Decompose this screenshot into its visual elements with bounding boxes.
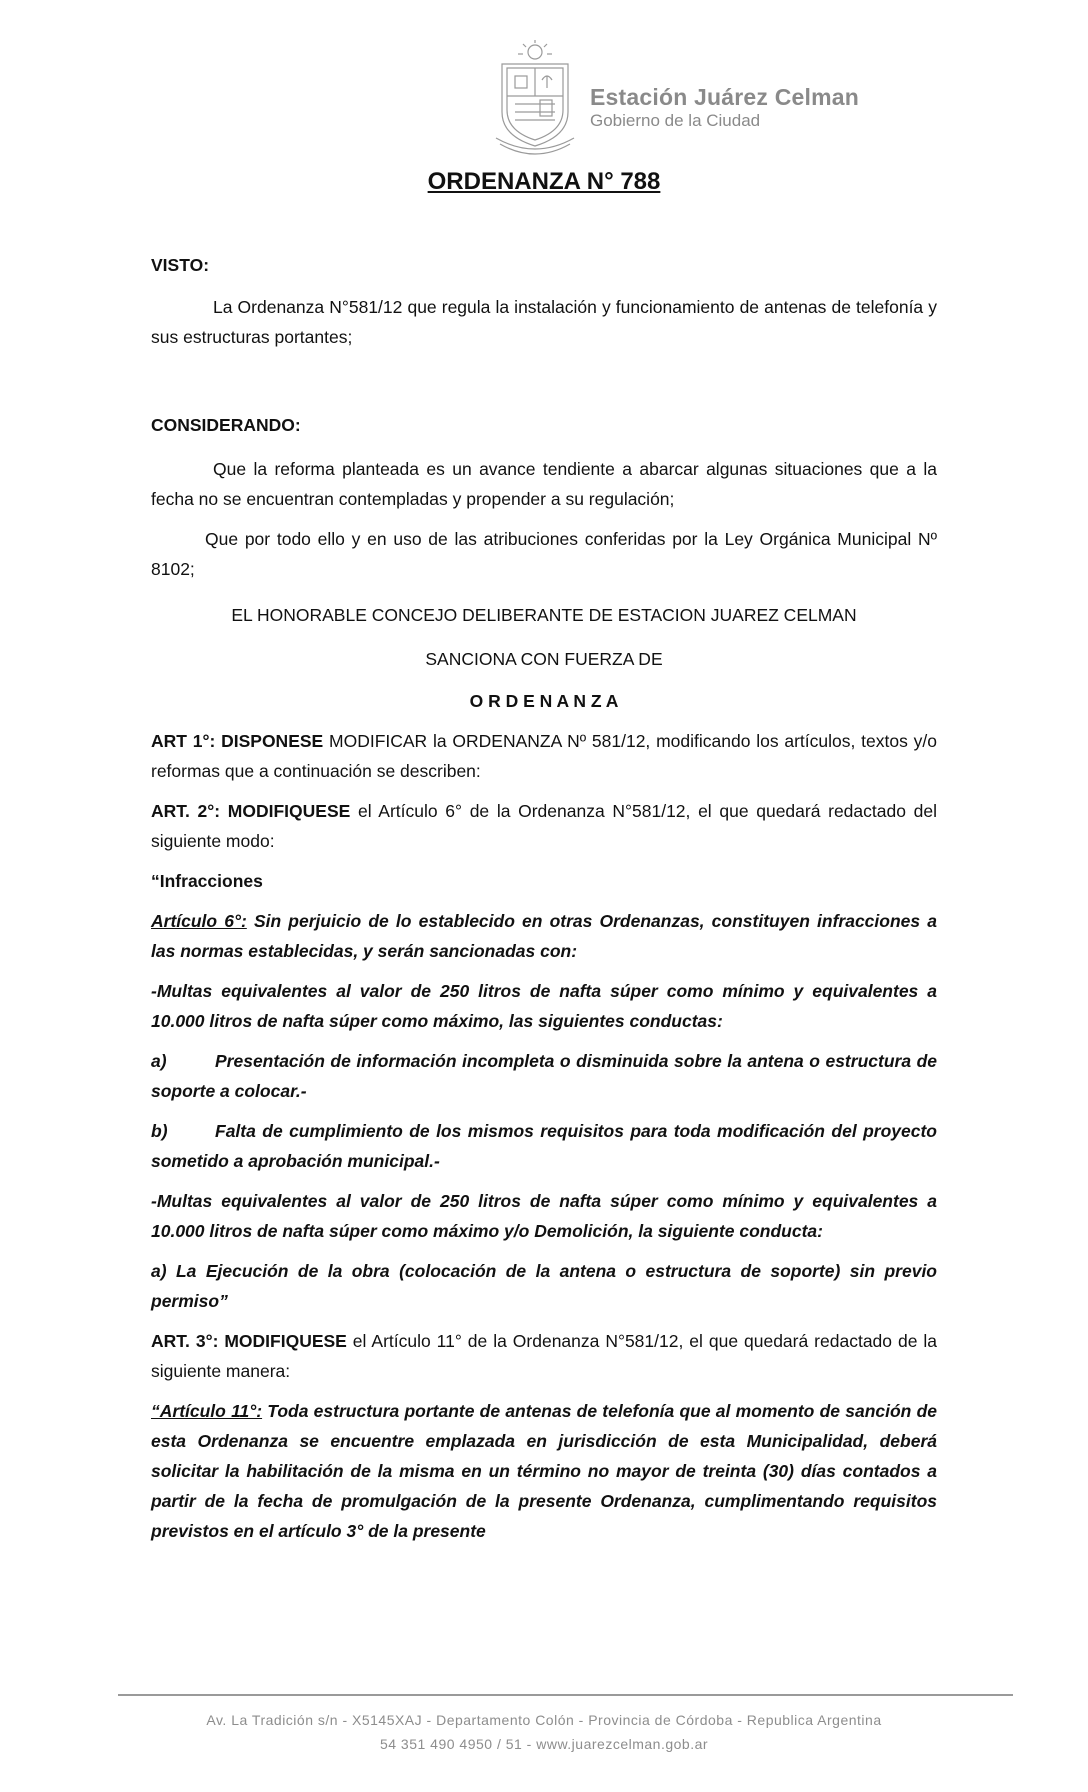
item-b-label: b) bbox=[151, 1121, 168, 1141]
article-6-label: Artículo 6°: bbox=[151, 911, 247, 931]
ordenanza-heading: O R D E N A N Z A bbox=[469, 691, 619, 711]
article-1-label: ART 1°: DISPONESE bbox=[151, 731, 324, 751]
considerando-paragraph-2: Que por todo ello y en uso de las atribuciones conferidas por la Ley Orgánica Municipal Nº 8102; bbox=[151, 529, 937, 579]
footer-divider bbox=[118, 1694, 1013, 1696]
item-b bbox=[151, 1116, 937, 1176]
visto-heading: VISTO: bbox=[151, 255, 210, 275]
concejo-line: EL HONORABLE CONCEJO DELIBERANTE DE ESTACION JUAREZ CELMAN bbox=[231, 605, 857, 625]
item-a bbox=[151, 1046, 937, 1106]
article-3 bbox=[151, 1326, 937, 1386]
considerando-heading: CONSIDERANDO: bbox=[151, 415, 301, 435]
article-11-text: Toda estructura portante de antenas de telefonía que al momento de sanción de esta Ordenanza se encuentre emplazada en jurisdicción de esta Municipalidad, deberá solicitar la habilitación de la misma en un término no mayor de treinta (30) días contados a partir de la fecha de promulgación de la presente Ordenanza, cumplimentando requisitos previstos en el artículo 3° de la presente bbox=[151, 1401, 937, 1541]
organization-subtitle: Gobierno de la Ciudad bbox=[590, 111, 761, 130]
item-a-label: a) bbox=[151, 1051, 167, 1071]
article-3-text: el Artículo 11° de la Ordenanza N°581/12, el que quedará redactado de la siguiente manera: bbox=[151, 1331, 937, 1381]
city-coat-of-arms-logo bbox=[490, 38, 580, 156]
sanciona-line: SANCIONA CON FUERZA DE bbox=[425, 649, 663, 669]
item-b-text: Falta de cumplimiento de los mismos requisitos para toda modificación del proyecto sometido a aprobación municipal.- bbox=[151, 1121, 937, 1171]
multas-paragraph-1: -Multas equivalentes al valor de 250 litros de nafta súper como mínimo y equivalentes a 10.000 litros de nafta súper como máximo, las siguientes conductas: bbox=[151, 981, 937, 1031]
article-3-label: ART. 3°: MODIFIQUESE bbox=[151, 1331, 347, 1351]
visto-text: La Ordenanza N°581/12 que regula la instalación y funcionamiento de antenas de telefonía y sus estructuras portantes; bbox=[151, 297, 937, 347]
article-1-text: MODIFICAR la ORDENANZA Nº 581/12, modificando los artículos, textos y/o reformas que a continuación se describen: bbox=[151, 731, 937, 781]
document-body bbox=[151, 250, 937, 1546]
article-2-text: el Artículo 6° de la Ordenanza N°581/12, el que quedará redactado del siguiente modo: bbox=[151, 801, 937, 851]
article-6-text: Sin perjuicio de lo establecido en otras Ordenanzas, constituyen infracciones a las normas establecidas, y serán sancionadas con: bbox=[151, 911, 937, 961]
infracciones-heading: “Infracciones bbox=[151, 871, 263, 891]
article-11 bbox=[151, 1396, 937, 1546]
multas-paragraph-2: -Multas equivalentes al valor de 250 litros de nafta súper como mínimo y equivalentes a 10.000 litros de nafta súper como máximo y/o Demolición, la siguiente conducta: bbox=[151, 1191, 937, 1241]
article-1 bbox=[151, 726, 937, 786]
article-11-label: “Artículo 11°: bbox=[151, 1401, 263, 1421]
footer-address: Av. La Tradición s/n - X5145XAJ - Departamento Colón - Provincia de Córdoba - Republica Argentina bbox=[206, 1712, 882, 1728]
article-2-label: ART. 2°: MODIFIQUESE bbox=[151, 801, 351, 821]
item-a-text: Presentación de información incompleta o disminuida sobre la antena o estructura de soporte a colocar.- bbox=[151, 1051, 937, 1101]
footer-contact: 54 351 490 4950 / 51 - www.juarezcelman.gob.ar bbox=[379, 1736, 709, 1752]
letterhead bbox=[490, 38, 890, 158]
article-6 bbox=[151, 906, 937, 966]
considerando-paragraph-1: Que la reforma planteada es un avance tendiente a abarcar algunas situaciones que a la fecha no se encuentran contempladas y propender a su regulación; bbox=[151, 459, 937, 509]
document-title: ORDENANZA N° 788 bbox=[427, 168, 661, 195]
article-2 bbox=[151, 796, 937, 856]
organization-name: Estación Juárez Celman bbox=[590, 84, 860, 110]
item-a-second: a) La Ejecución de la obra (colocación de la antena o estructura de soporte) sin previo permiso” bbox=[151, 1261, 937, 1311]
